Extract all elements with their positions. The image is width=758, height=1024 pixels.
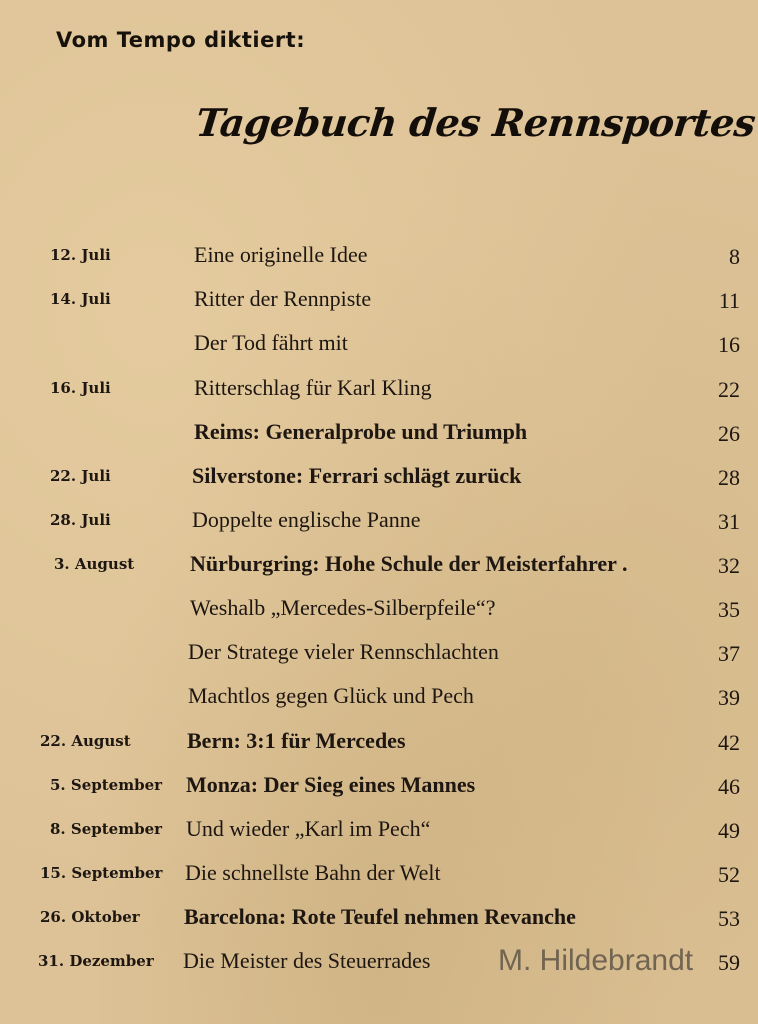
toc-title: Barcelona: Rote Teufel nehmen Revanche — [184, 904, 576, 929]
toc-page: 35 — [718, 597, 740, 622]
toc-date: 5. September — [50, 776, 163, 794]
toc-row — [0, 280, 758, 324]
toc-row — [0, 677, 758, 721]
toc-row — [0, 589, 758, 633]
toc-title: Der Stratege vieler Rennschlachten — [188, 639, 499, 664]
toc-row — [0, 236, 758, 280]
kicker-heading: Vom Tempo diktiert: — [56, 28, 306, 52]
toc-row — [0, 898, 758, 942]
toc-title: Reims: Generalprobe und Triumph — [194, 419, 528, 444]
toc-page: 49 — [718, 818, 740, 843]
toc-title: Die Meister des Steuerrades — [183, 948, 431, 973]
toc-page: 59 — [718, 950, 740, 975]
toc-page: 28 — [718, 465, 740, 490]
toc-page: 11 — [718, 288, 740, 313]
toc-page: 8 — [729, 244, 740, 269]
toc-row — [0, 413, 758, 457]
toc-page: 53 — [718, 906, 740, 931]
toc-row — [0, 545, 758, 589]
toc-date: 15. September — [40, 864, 163, 882]
toc-row — [0, 369, 758, 413]
toc-title: Und wieder „Karl im Pech“ — [186, 816, 431, 841]
toc-date: 22. August — [40, 732, 131, 750]
toc-row — [0, 722, 758, 766]
toc-title: Nürburgring: Hohe Schule der Meisterfahrer . — [190, 551, 628, 576]
toc-page: 16 — [718, 332, 740, 357]
toc-title: Der Tod fährt mit — [194, 330, 348, 355]
toc-date: 12. Juli — [50, 246, 111, 264]
toc-page: 26 — [718, 421, 740, 446]
toc-title: Eine originelle Idee — [194, 242, 368, 267]
toc-date: 22. Juli — [50, 467, 111, 485]
toc-date: 26. Oktober — [40, 908, 140, 926]
toc-page: 32 — [718, 553, 740, 578]
toc-date: 31. Dezember — [38, 952, 154, 970]
toc-page: 46 — [718, 774, 740, 799]
toc-row — [0, 633, 758, 677]
toc-title: Die schnellste Bahn der Welt — [185, 860, 441, 885]
toc-row — [0, 766, 758, 810]
toc-row — [0, 854, 758, 898]
toc-title: Silverstone: Ferrari schlägt zurück — [192, 463, 522, 488]
toc-title: Machtlos gegen Glück und Pech — [188, 683, 474, 708]
toc-title: Doppelte englische Panne — [192, 507, 421, 532]
toc-title: Bern: 3:1 für Mercedes — [187, 728, 406, 753]
toc-title: Ritterschlag für Karl Kling — [194, 375, 432, 400]
toc-page: 37 — [718, 641, 740, 666]
toc-row — [0, 324, 758, 368]
toc-page: 22 — [718, 377, 740, 402]
toc-page: 52 — [718, 862, 740, 887]
toc-date: 8. September — [50, 820, 163, 838]
toc-title: Weshalb „Mercedes-Silberpfeile“? — [190, 595, 496, 620]
toc-page: 31 — [718, 509, 740, 534]
toc-title: Monza: Der Sieg eines Mannes — [186, 772, 476, 797]
toc-date: 16. Juli — [50, 379, 111, 397]
watermark: M. Hildebrandt — [498, 944, 694, 977]
toc-row — [0, 457, 758, 501]
toc-date: 14. Juli — [50, 290, 111, 308]
toc-row — [0, 810, 758, 854]
page-title: Tagebuch des Rennsportes — [193, 100, 758, 145]
toc-date: 3. August — [54, 555, 135, 573]
toc-title: Ritter der Rennpiste — [194, 286, 372, 311]
toc-page: 39 — [718, 685, 740, 710]
toc-row — [0, 501, 758, 545]
toc-page: 42 — [718, 730, 740, 755]
toc-date: 28. Juli — [50, 511, 111, 529]
